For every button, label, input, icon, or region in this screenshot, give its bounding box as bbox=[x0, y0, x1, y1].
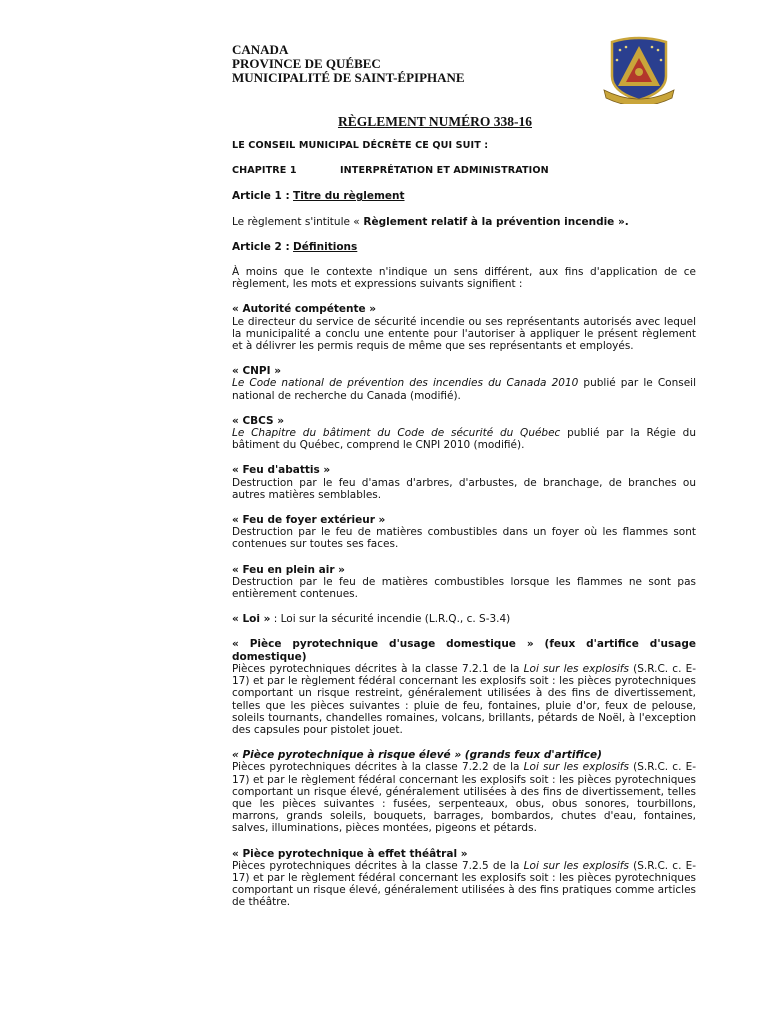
definition-term: « Autorité compétente » bbox=[232, 303, 377, 316]
definition-cbcs bbox=[232, 415, 696, 452]
definition-body: Pièces pyrotechniques décrites à la classe 7.2.5 de la bbox=[232, 859, 524, 872]
definition-term: « Loi » bbox=[232, 613, 271, 626]
definition-term: « CNPI » bbox=[232, 365, 281, 378]
definition-feu-abattis bbox=[232, 464, 696, 501]
definition-body-italic: Le Chapitre du bâtiment du Code de sécurité du Québec bbox=[232, 427, 561, 440]
definition-body: publié par la Régie du bâtiment du Québec, comprend le CNPI 2010 (modifié). bbox=[232, 427, 696, 452]
definition-term: « Feu de foyer extérieur » bbox=[232, 514, 386, 527]
definition-body: (S.R.C. c. E-17) et par le règlement fédéral concernant les explosifs soit : les pièces pyrotechniques comportant un risque élevé, généralement utilisées à des fins pratiques comme articles de théâtre. bbox=[232, 859, 697, 909]
definition-cnpi bbox=[232, 365, 696, 402]
definition-feu-foyer bbox=[232, 514, 696, 551]
chapter-label: CHAPITRE 1 bbox=[232, 165, 297, 177]
council-decree-line: LE CONSEIL MUNICIPAL DÉCRÈTE CE QUI SUIT : bbox=[232, 140, 489, 151]
definition-body-italic: Le Code national de prévention des incendies du Canada 2010 bbox=[232, 377, 579, 390]
municipal-coat-of-arms-icon bbox=[602, 36, 676, 104]
definition-body: Le directeur du service de sécurité incendie ou ses représentants autorisés avec lequel la municipalité a conclu une entente pour l'autoriser à appliquer le présent règlement et à délivrer les permis requis de même que ses représentants et employés. bbox=[232, 315, 696, 353]
definition-term: « Pièce pyrotechnique à effet théâtral » bbox=[232, 847, 468, 860]
article-2-intro: À moins que le contexte n'indique un sens différent, aux fins d'application de ce règlement, les mots et expressions suivants signifient : bbox=[232, 266, 696, 291]
article-2-title: Définitions bbox=[293, 240, 358, 253]
definition-term: « CBCS » bbox=[232, 414, 285, 427]
definition-body: Destruction par le feu d'amas d'arbres, d'arbustes, de branchage, de branches ou autres matières semblables. bbox=[232, 476, 696, 501]
definition-body: (S.R.C. c. E-17) et par le règlement fédéral concernant les explosifs soit : les pièces pyrotechniques comportant un risque élevé, généralement utilisées à des fins de divertissement, telles que les pièces suivantes : fusées, serpenteaux, obus, obus sonores, tourbillons, marrons, grands soleils, bouquets, barrages, bombardos, chutes d'eau, fontaines, salves, illuminations, pièces montées, pigeons et pétards. bbox=[232, 761, 697, 835]
document-body bbox=[232, 140, 696, 922]
article-1-heading bbox=[232, 190, 696, 202]
definition-loi bbox=[232, 613, 696, 625]
definition-term: « Pièce pyrotechnique d'usage domestique » (feux d'artifice d'usage domestique) bbox=[232, 638, 696, 663]
definition-body-italic: Loi sur les explosifs bbox=[523, 662, 629, 675]
definition-body: Destruction par le feu de matières combustibles lorsque les flammes ne sont pas entièrement contenues. bbox=[232, 575, 696, 601]
definition-term: « Feu en plein air » bbox=[232, 563, 345, 576]
bylaw-title: RÈGLEMENT NUMÉRO 338-16 bbox=[337, 114, 532, 129]
definition-piece-domestique bbox=[232, 638, 696, 736]
definition-autorite bbox=[232, 303, 696, 352]
definition-body: : Loi sur la sécurité incendie (L.R.Q., c. S-3.4) bbox=[270, 613, 511, 626]
definition-feu-plein-air bbox=[232, 564, 696, 601]
article-2-heading bbox=[232, 241, 696, 253]
chapter-name: INTERPRÉTATION ET ADMINISTRATION bbox=[340, 165, 549, 177]
article-2-label: Article 2 : bbox=[232, 240, 290, 253]
definition-body-italic: Loi sur les explosifs bbox=[523, 859, 629, 872]
definition-piece-risque-eleve bbox=[232, 749, 696, 834]
header-country: CANADA bbox=[232, 42, 289, 57]
chapter-heading bbox=[232, 165, 696, 177]
article-1-text-prefix: Le règlement s'intitule « bbox=[232, 215, 360, 228]
definition-body: (S.R.C. c. E-17) et par le règlement fédéral concernant les explosifs soit : les pièces pyrotechniques comportant un risque restreint, généralement utilisées à des fins de divertissement, telles que les pièces suivantes : pluie de feu, fontaines, pluie d'or, feux de pelouse, soleils tournants, chandelles romaines, volcans, brillants, pétards de Noël, à l'exception des capsules pour pistolet jouet. bbox=[232, 662, 697, 736]
definition-body-italic: Loi sur les explosifs bbox=[523, 761, 629, 774]
definition-body: publié par le Conseil national de recherche du Canada (modifié). bbox=[232, 377, 696, 402]
definition-body: Pièces pyrotechniques décrites à la classe 7.2.2 de la bbox=[232, 761, 524, 774]
article-1-title: Titre du règlement bbox=[293, 190, 405, 203]
article-1-label: Article 1 : bbox=[232, 190, 290, 203]
definition-body: Pièces pyrotechniques décrites à la classe 7.2.1 de la bbox=[232, 662, 524, 675]
article-1-text bbox=[232, 216, 696, 228]
definition-piece-theatral bbox=[232, 848, 696, 909]
header-province: PROVINCE DE QUÉBEC bbox=[232, 56, 381, 71]
definition-term: « Feu d'abattis » bbox=[232, 464, 331, 477]
article-1-text-title: Règlement relatif à la prévention incendie ». bbox=[359, 215, 629, 228]
document-header bbox=[232, 43, 465, 85]
definition-term: « Pièce pyrotechnique à risque élevé » (grands feux d'artifice) bbox=[232, 749, 602, 762]
definition-body: Destruction par le feu de matières combustibles dans un foyer où les flammes sont contenues sur toutes ses faces. bbox=[232, 526, 696, 551]
header-municipality: MUNICIPALITÉ DE SAINT-ÉPIPHANE bbox=[232, 70, 465, 85]
